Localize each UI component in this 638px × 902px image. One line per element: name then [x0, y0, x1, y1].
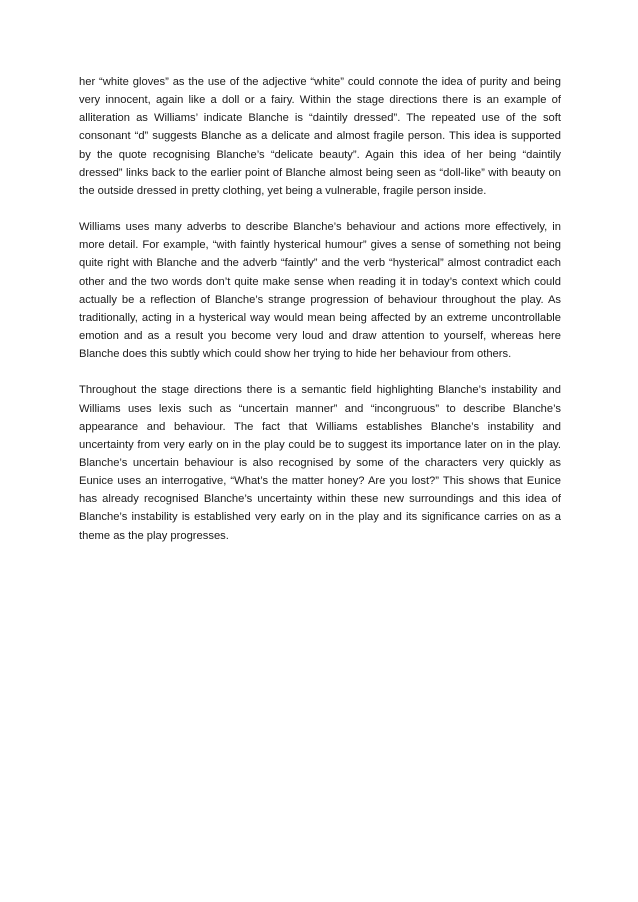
paragraph-3: Throughout the stage directions there is a semantic field highlighting Blanche’s instability and Williams uses lexis such as “uncertain manner” and “incongruous” to describe Blanche’s appearance and behaviour. The fact that Williams establishes Blanche’s instability and uncertainty from very early on in the play could be to suggest its importance later on in the play. Blanche’s uncertain behaviour is also recognised by some of the characters very quickly as Eunice uses an interrogative, “What’s the matter honey? Are you lost?” This shows that Eunice has already recognised Blanche’s uncertainty within these new surroundings and this idea of Blanche’s instability is established very early on in the play and its significance carries on as a theme as the play progresses. — [79, 384, 561, 542]
paragraph-2: Williams uses many adverbs to describe Blanche’s behaviour and actions more effectively, in more detail. For example, “with faintly hysterical humour” gives a sense of something not being quite right with Blanche and the adverb “faintly” and the verb “hysterical” almost contradict each other and the two words don’t quite make sense when reading it in today’s context which could actually be a reflection of Blanche’s strange progression of behaviour throughout the play. As traditionally, acting in a hysterical way would mean being affected by an extreme uncontrollable emotion and as a result you become very loud and draw attention to yourself, whereas here Blanche does this subtly which could show her trying to hide her behaviour from others. — [79, 221, 561, 361]
document-body — [79, 73, 561, 563]
paragraph-1: her “white gloves” as the use of the adjective “white” could connote the idea of purity and being very innocent, again like a doll or a fairy. Within the stage directions there is an example of alliteration as Williams’ indicate Blanche is “daintily dressed”. The repeated use of the soft consonant “d” suggests Blanche as a delicate and almost fragile person. This idea is supported by the quote recognising Blanche’s “delicate beauty”. Again this idea of her being “daintily dressed” links back to the earlier point of Blanche almost being seen as “doll-like” with beauty on the outside dressed in pretty clothing, yet being a vulnerable, fragile person inside. — [79, 76, 561, 197]
